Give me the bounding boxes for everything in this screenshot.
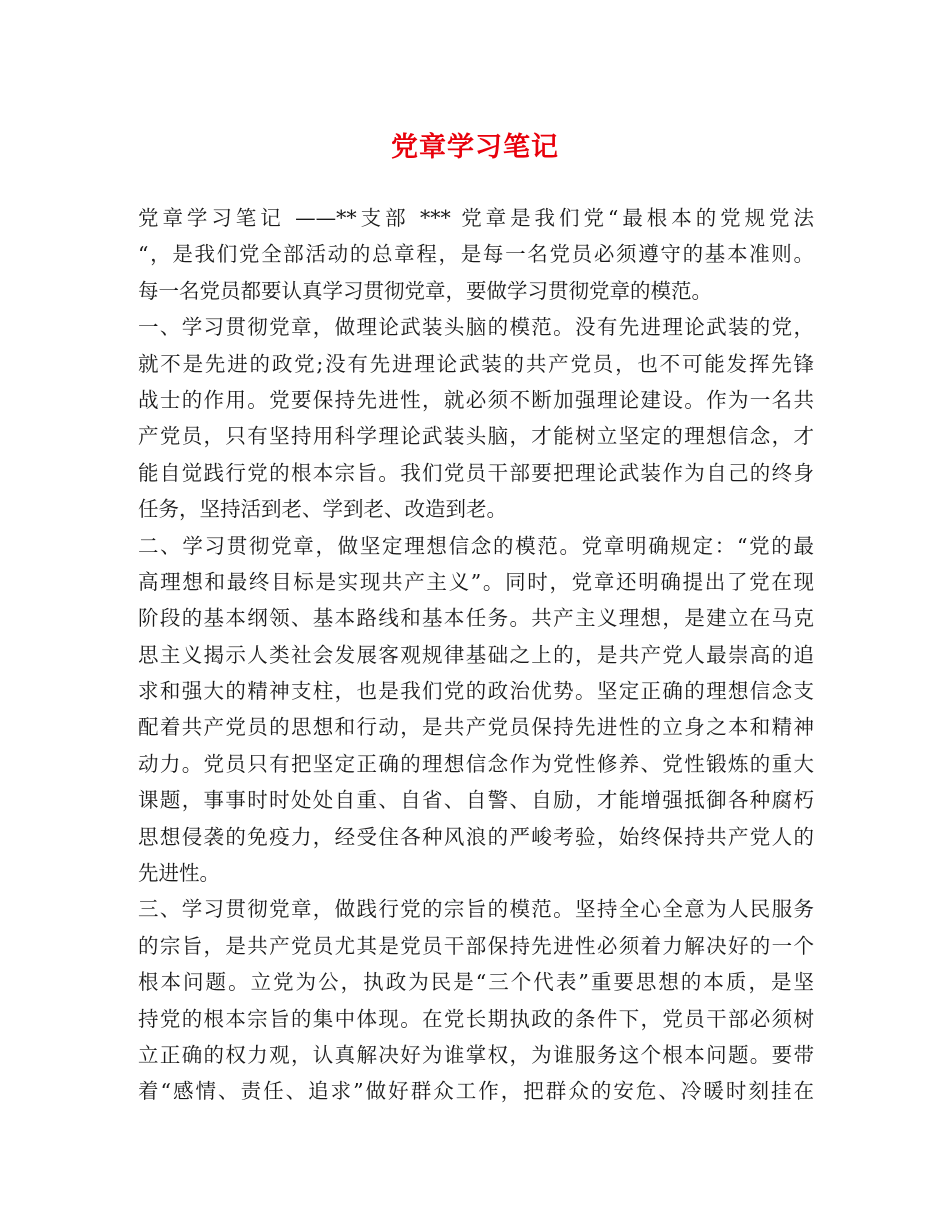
- body-line: 二、学习贯彻党章，做坚定理想信念的模范。党章明确规定：“党的最: [138, 533, 814, 558]
- body-line: 的宗旨，是共产党员尤其是党员干部保持先进性必须着力解决好的一个: [138, 933, 814, 958]
- document-body: [138, 200, 814, 1110]
- body-line: 任务，坚持活到老、学到老、改造到老。: [138, 497, 507, 522]
- body-line: 党章学习笔记 ——**支部 *** 党章是我们党“最根本的党规党法: [138, 206, 814, 230]
- body-line: 三、学习贯彻党章，做践行党的宗旨的模范。坚持全心全意为人民服务: [138, 897, 814, 922]
- body-line: 思想侵袭的免疫力，经受住各种风浪的严峻考验，始终保持共产党人的: [138, 824, 814, 849]
- body-line: 根本问题。立党为公，执政为民是“三个代表”重要思想的本质，是坚: [138, 970, 814, 995]
- body-line: 高理想和最终目标是实现共产主义”。同时，党章还明确提出了党在现: [138, 569, 814, 594]
- body-line: 战士的作用。党要保持先进性，就必须不断加强理论建设。作为一名共: [138, 387, 814, 412]
- body-line: 动力。党员只有把坚定正确的理想信念作为党性修养、党性锻炼的重大: [138, 751, 814, 776]
- body-line: 一、学习贯彻党章，做理论武装头脑的模范。没有先进理论武装的党，: [138, 315, 814, 340]
- body-line: 就不是先进的政党;没有先进理论武装的共产党员，也不可能发挥先锋: [138, 351, 814, 376]
- body-line: 每一名党员都要认真学习贯彻党章，要做学习贯彻党章的模范。: [138, 278, 712, 303]
- body-line: 能自觉践行党的根本宗旨。我们党员干部要把理论武装作为自己的终身: [138, 460, 814, 485]
- body-line: 持党的根本宗旨的集中体现。在党长期执政的条件下，党员干部必须树: [138, 1006, 814, 1031]
- body-line: 着“感情、责任、追求”做好群众工作，把群众的安危、冷暖时刻挂在: [138, 1079, 814, 1104]
- body-line: 产党员，只有坚持用科学理论武装头脑，才能树立坚定的理想信念，才: [138, 424, 814, 449]
- body-line: 课题，事事时时处处自重、自省、自警、自励，才能增强抵御各种腐朽: [138, 788, 814, 813]
- body-line: 阶段的基本纲领、基本路线和基本任务。共产主义理想，是建立在马克: [138, 606, 814, 631]
- body-line: “，是我们党全部活动的总章程，是每一名党员必须遵守的基本准则。: [138, 242, 814, 267]
- body-line: 先进性。: [138, 861, 220, 886]
- body-line: 配着共产党员的思想和行动，是共产党员保持先进性的立身之本和精神: [138, 715, 814, 740]
- body-line: 思主义揭示人类社会发展客观规律基础之上的，是共产党人最崇高的追: [138, 642, 814, 667]
- body-line: 立正确的权力观，认真解决好为谁掌权，为谁服务这个根本问题。要带: [138, 1042, 814, 1067]
- document-title: 党章学习笔记: [391, 132, 559, 163]
- body-line: 求和强大的精神支柱，也是我们党的政治优势。坚定正确的理想信念支: [138, 679, 814, 704]
